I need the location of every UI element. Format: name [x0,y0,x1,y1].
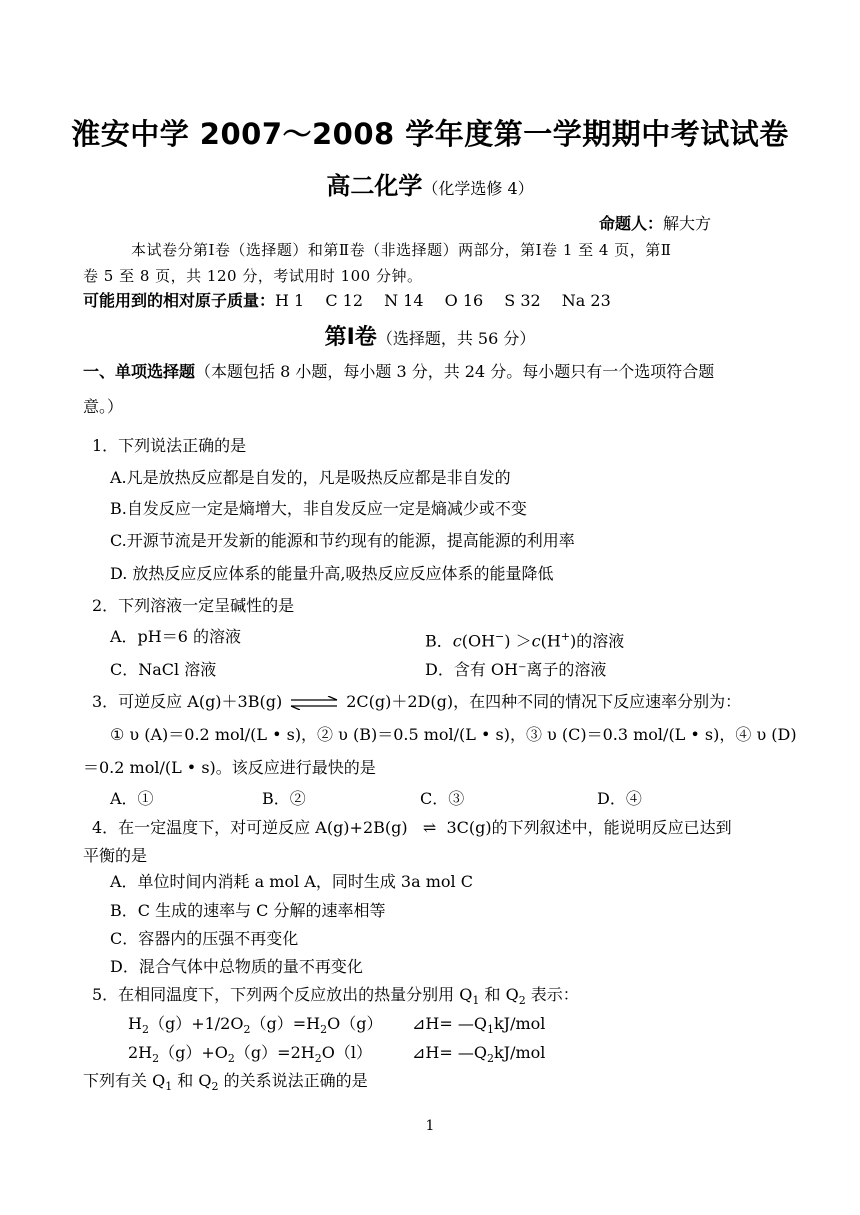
q3-option-a: A．① [110,789,154,808]
reversible-arrow-icon [288,696,340,710]
q2-option-b-mid: ) ＞ [504,631,532,651]
q1-option-b: B.自发反应一定是熵增大，非自发反应一定是熵减少或不变 [110,499,527,518]
part-description-cont: 意。） [83,397,124,416]
q5-enthalpy-1 [412,1014,545,1040]
equilibrium-arrow-icon: ⇌ [422,818,437,837]
q5-dh1-b: kJ/mol [493,1014,546,1033]
q1-option-d: D. 放热反应反应体系的能量升高,吸热反应反应体系的能量降低 [110,564,554,583]
author-name: 解大方 [663,214,712,233]
intro-line-2: 卷 5 至 8 页，共 120 分，考试用时 100 分钟。 [83,267,423,285]
q4-stem [92,818,732,838]
q5-eq2-c: （g）=2H [234,1043,315,1062]
q5-stem [92,985,579,1011]
q5-eq2-a: 2H [128,1043,153,1062]
q5-stem-sub2: 2 [518,994,526,1008]
q1-stem: 1．下列说法正确的是 [92,436,247,455]
q5-stem-a: 5．在相同温度下，下列两个反应放出的热量分别用 Q [92,985,473,1004]
section-title: 第Ⅰ卷 [324,325,377,350]
q5-question-tail [83,1071,368,1097]
q3-stem-right: 2C(g)＋2D(g)，在四种不同的情况下反应速率分别为： [346,692,742,711]
q5-tail-b: 和 Q [172,1071,212,1090]
q3-rates-line-1: ① υ (A)＝0.2 mol/(L • s)，② υ (B)＝0.5 mol/(L • s)，③ υ (C)＝0.3 mol/(L • s)，④ υ (D) [110,725,797,744]
q4-option-d: D．混合气体中总物质的量不再变化 [110,957,363,976]
q5-dh2-s: 2 [486,1052,494,1066]
q4-stem-cont: 平衡的是 [83,846,148,865]
q5-dh2-a: ⊿H= —Q [412,1043,487,1062]
subject-title: 高二化学 [326,172,423,200]
q2-option-b-oh: (OH [461,631,496,651]
q4-option-c: C．容器内的压强不再变化 [110,929,299,948]
q2-option-b-plus: + [560,630,570,643]
q5-eq1-d: O（g） [327,1014,383,1033]
q2-option-b-c1: c [452,631,462,651]
q2-option-b [425,627,624,651]
q5-tail-s2: 2 [211,1080,219,1094]
q5-eq2-d: O（l） [321,1043,372,1062]
q3-stem-left: 3．可逆反应 A(g)＋3B(g) [92,692,283,711]
q3-option-b: B．② [262,789,306,808]
q5-tail-s1: 1 [165,1080,173,1094]
q3-option-c: C．③ [420,789,465,808]
section-heading [0,322,860,355]
q2-option-b-h: (H [540,631,561,651]
author-line [599,214,711,234]
section-note: （选择题，共 56 分） [376,329,536,348]
q1-option-c: C.开源节流是开发新的能源和节约现有的能源，提高能源的利用率 [110,531,575,550]
atomic-mass-label: 可能用到的相对原子质量： [83,291,276,310]
q4-stem-left: 4．在一定温度下，对可逆反应 A(g)+2B(g) [92,818,408,837]
part-title: 一、单项选择题 [83,362,196,381]
q5-dh1-a: ⊿H= —Q [412,1014,487,1033]
atomic-mass-values: H 1 C 12 N 14 O 16 S 32 Na 23 [275,291,611,310]
q2-stem: 2．下列溶液一定呈碱性的是 [92,596,295,615]
q5-eq2-s2: 2 [227,1052,235,1066]
q4-option-b: B．C 生成的速率与 C 分解的速率相等 [110,901,386,920]
q5-eq2-s3: 2 [314,1052,322,1066]
q5-stem-b: 和 Q [479,985,519,1004]
q5-eq1-s3: 2 [320,1023,328,1037]
q2-option-b-prefix: B． [425,631,453,651]
page-number: 1 [425,1118,435,1134]
exam-subtitle [0,168,860,207]
q5-tail-a: 下列有关 Q [83,1071,166,1090]
subject-note: （化学选修 4） [422,179,534,198]
q5-eq2-b: （g）+O [159,1043,228,1062]
q5-dh1-s: 1 [486,1023,494,1037]
q5-equation-1 [128,1014,382,1040]
q1-option-a: A.凡是放热反应都是自发的，凡是吸热反应都是非自发的 [110,468,511,487]
author-label: 命题人： [599,214,664,233]
q5-eq1-s1: 2 [141,1023,149,1037]
q3-stem [92,692,741,712]
q2-option-a: A．pH＝6 的溶液 [110,627,242,646]
exam-title: 淮安中学 2007～2008 学年度第一学期期中考试试卷 [71,117,789,151]
q2-option-b-minus: − [495,630,505,643]
q5-equation-2 [128,1043,372,1069]
q5-dh2-b: kJ/mol [493,1043,546,1062]
q5-stem-c: 表示： [525,985,579,1004]
q5-stem-sub1: 1 [472,994,480,1008]
q5-tail-c: 的关系说法正确的是 [218,1071,368,1090]
q2-option-b-c2: c [531,631,541,651]
q4-stem-right: 3C(g)的下列叙述中，能说明反应已达到 [446,818,732,837]
q3-option-d: D．④ [597,789,642,808]
intro-line-1: 本试卷分第Ⅰ卷（选择题）和第Ⅱ卷（非选择题）两部分，第Ⅰ卷 1 至 4 页，第Ⅱ [131,241,672,259]
q5-eq1-s2: 2 [243,1023,251,1037]
q5-eq1-b: （g）+1/2O [148,1014,244,1033]
q4-option-a: A．单位时间内消耗 a mol A，同时生成 3a mol C [110,872,473,891]
q2-option-b-suffix: )的溶液 [570,631,625,651]
q2-option-d: D．含有 OH⁻离子的溶液 [425,660,607,679]
q5-eq1-a: H [128,1014,142,1033]
q3-rates-line-2: ＝0.2 mol/(L • s)。该反应进行最快的是 [83,758,376,777]
part-title-line [83,362,714,382]
q5-enthalpy-2 [412,1043,545,1069]
q2-option-c: C．NaCl 溶液 [110,660,217,679]
q5-eq1-c: （g）=H [250,1014,321,1033]
atomic-mass-line [83,291,611,311]
q5-eq2-s1: 2 [152,1052,160,1066]
part-description: （本题包括 8 小题，每小题 3 分，共 24 分。每小题只有一个选项符合题 [195,362,715,381]
